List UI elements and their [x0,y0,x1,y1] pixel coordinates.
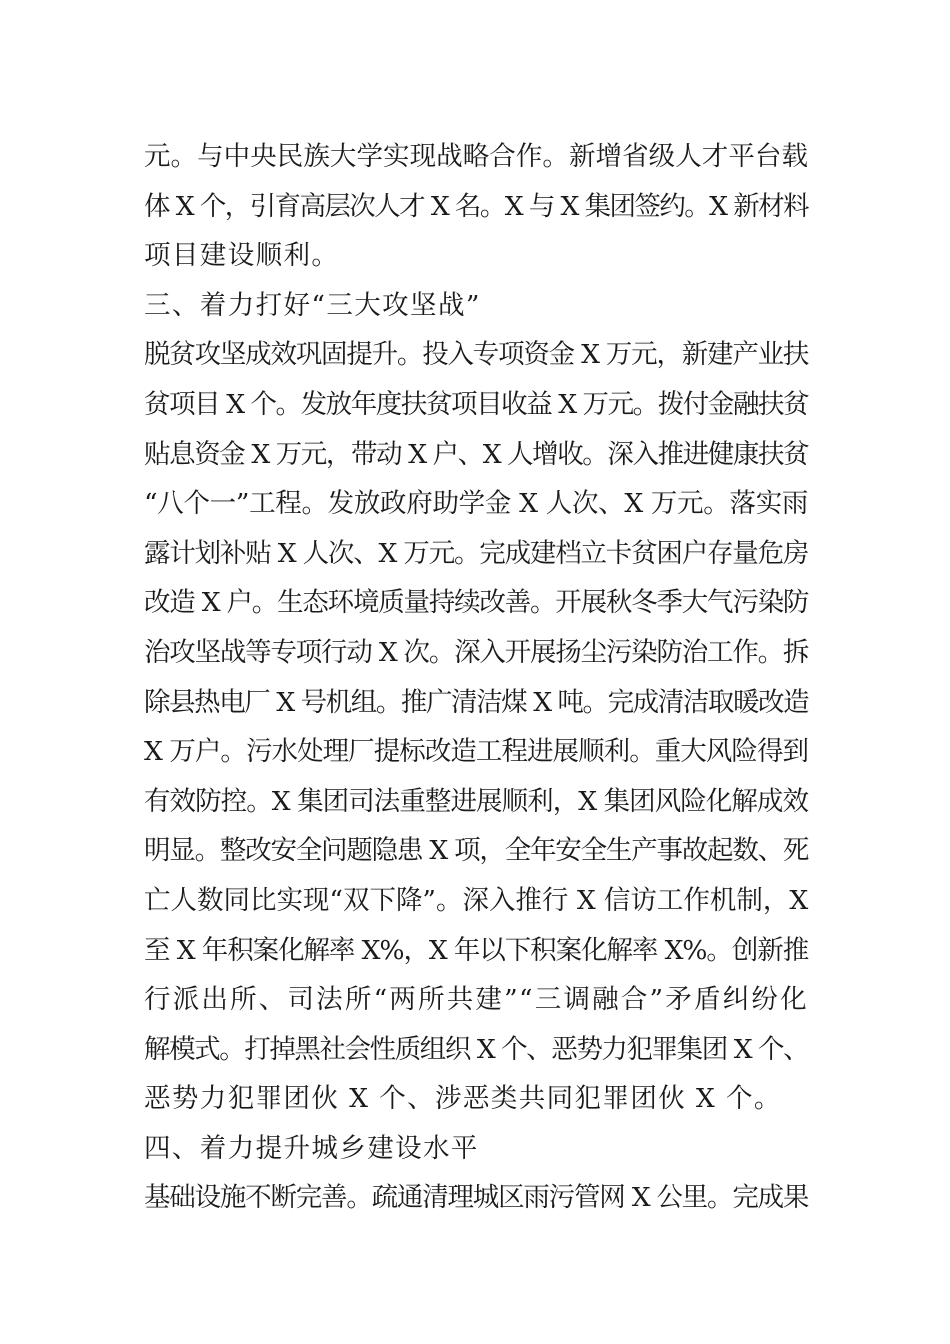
paragraph-line: 基础设施不断完善。疏通清理城区雨污管网 X 公里。完成果 [144,1182,808,1214]
paragraph-line: 露计划补贴 X 人次、X 万元。完成建档立卡贫困户存量危房 [144,537,809,569]
paragraph-line: 脱贫攻坚成效巩固提升。投入专项资金 X 万元，新建产业扶 [144,339,808,371]
paragraph-line: 恶势力犯罪团伙 X 个、涉恶类共同犯罪团伙 X 个。 [144,1083,782,1115]
paragraph-line: X 万户。污水处理厂提标改造工程进展顺利。重大风险得到 [144,736,808,768]
paragraph-line: 贴息资金 X 万元，带动 X 户、X 人增收。深入推进健康扶贫 [144,438,808,470]
paragraph-line: 元。与中央民族大学实现战略合作。新增省级人才平台载 [144,141,808,172]
paragraph-line: 贫项目 X 个。发放年度扶贫项目收益 X 万元。拨付金融扶贫 [144,388,808,420]
paragraph-line: 明显。整改安全问题隐患 X 项，全年安全生产事故起数、死 [144,835,808,867]
paragraph-line: 行派出所、司法所“两所共建”“三调融合”矛盾纠纷化 [144,984,808,1016]
paragraph-line: 有效防控。X 集团司法重整进展顺利，X 集团风险化解成效 [144,785,808,817]
paragraph-line: 治攻坚战等专项行动 X 次。深入开展扬尘污染防治工作。拆 [144,636,808,668]
paragraph-line: 项目建设顺利。 [144,240,340,272]
paragraph-line: 解模式。打掉黑社会性质组织 X 个、恶势力犯罪集团 X 个、 [144,1033,808,1065]
paragraph-line: 除县热电厂 X 号机组。推广清洁煤 X 吨。完成清洁取暖改造 [144,686,808,718]
section-heading: 四、着力提升城乡建设水平 [144,1132,479,1164]
paragraph-line: 体 X 个，引育高层次人才 X 名。X 与 X 集团签约。X 新材料 [144,190,808,222]
section-heading: 三、着力打好“三大攻坚战” [144,289,481,321]
paragraph-line: 至 X 年积案化解率 X%，X 年以下积案化解率 X%。创新推 [144,934,808,966]
paragraph-line: 亡人数同比实现“双下降”。深入推行 X 信访工作机制，X [144,884,808,916]
paragraph-line: “八个一”工程。发放政府助学金 X 人次、X 万元。落实雨 [144,488,808,520]
paragraph-line: 改造 X 户。生态环境质量持续改善。开展秋冬季大气污染防 [144,587,808,619]
document-body [144,132,808,1223]
